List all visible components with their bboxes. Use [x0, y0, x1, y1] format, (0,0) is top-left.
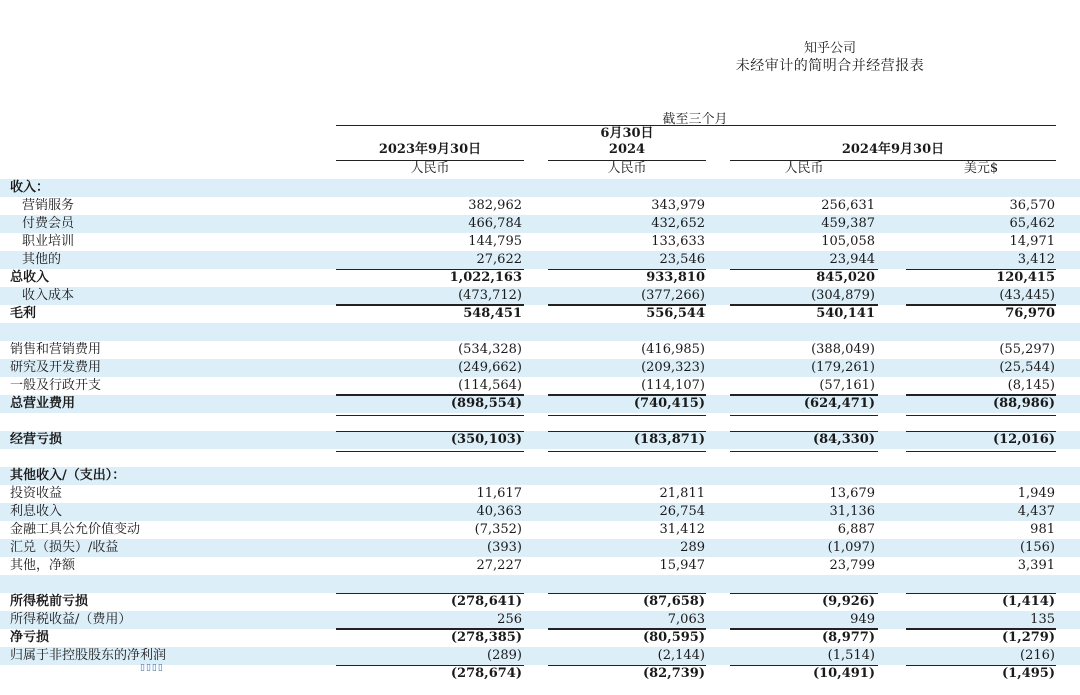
row-value-col3: 256,631	[821, 198, 875, 213]
row-value-col2: (114,107)	[641, 378, 705, 393]
table-row	[0, 179, 1080, 197]
row-value-col2: 7,063	[667, 612, 705, 627]
row-label: 营销服务	[22, 198, 75, 213]
row-value-col1: (114,564)	[458, 378, 522, 393]
row-value-col3: (304,879)	[811, 288, 875, 303]
row-value-col3: 949	[850, 612, 875, 627]
row-value-col1: (278,385)	[450, 630, 522, 645]
row-value-col2: 15,947	[659, 558, 705, 573]
sum-rule	[906, 665, 1056, 666]
row-value-col4: 3,391	[1017, 558, 1055, 573]
row-value-col2: (2,144)	[657, 648, 705, 663]
footer-watermark-icon: ▯▯▯▯	[140, 663, 164, 673]
row-label: 其他，净额	[10, 558, 76, 573]
row-value-col3: 13,679	[829, 486, 875, 501]
row-value-col2: 432,652	[651, 216, 705, 231]
row-value-col1: (249,662)	[458, 360, 522, 375]
sum-rule	[548, 269, 706, 270]
row-value-col1: (278,674)	[450, 666, 522, 681]
sum-rule	[730, 305, 878, 306]
sum-rule	[730, 431, 878, 432]
sum-rule	[906, 629, 1056, 630]
period-heading: 截至三个月	[662, 112, 728, 127]
row-value-col3: 23,944	[829, 252, 875, 267]
row-label: 利息收入	[10, 504, 63, 519]
row-value-col4: 981	[1030, 522, 1055, 537]
row-label: 其他收入/（支出）：	[10, 468, 126, 483]
row-value-col4: 1,949	[1017, 486, 1055, 501]
row-label: 毛利	[10, 306, 37, 321]
row-value-col3: 459,387	[821, 216, 875, 231]
row-value-col1: (289)	[487, 648, 522, 663]
row-value-col3: 23,799	[829, 558, 875, 573]
sum-rule	[730, 665, 878, 666]
col1-date: 2023年9月30日	[378, 142, 482, 157]
table-row	[0, 305, 1080, 323]
row-value-col4: 65,462	[1009, 216, 1055, 231]
row-label: 付费会员	[22, 216, 75, 231]
table-row	[0, 341, 1080, 359]
row-value-col1: (534,328)	[458, 342, 522, 357]
col2-date-line1: 6月30日	[600, 126, 654, 141]
table-row	[0, 233, 1080, 251]
table-row	[0, 377, 1080, 395]
sum-rule	[336, 593, 524, 594]
row-value-col3: (1,514)	[827, 648, 875, 663]
row-value-col4: 76,970	[1005, 306, 1055, 321]
sum-rule	[336, 629, 524, 630]
row-value-col4: (1,495)	[1001, 666, 1055, 681]
row-value-col1: 256	[497, 612, 522, 627]
row-value-col2: (183,871)	[633, 432, 705, 447]
table-row	[0, 575, 1080, 593]
table-row	[0, 251, 1080, 269]
row-value-col4: 120,415	[996, 270, 1055, 285]
table-row	[0, 593, 1080, 611]
row-value-col1: (350,103)	[450, 432, 522, 447]
row-value-col4: (88,986)	[992, 396, 1055, 411]
row-value-col1: (393)	[487, 540, 522, 555]
row-value-col1: (7,352)	[474, 522, 522, 537]
sum-rule	[906, 431, 1056, 432]
row-value-col4: 3,412	[1017, 252, 1055, 267]
row-value-col4: (25,544)	[999, 360, 1055, 375]
sum-rule	[336, 665, 524, 666]
row-value-col2: 289	[680, 540, 705, 555]
col2-currency: 人民币	[607, 161, 647, 176]
table-row	[0, 449, 1080, 467]
sum-rule	[730, 269, 878, 270]
row-value-col4: (8,145)	[1007, 378, 1055, 393]
row-value-col3: (179,261)	[811, 360, 875, 375]
sum-rule	[548, 431, 706, 432]
sum-rule	[548, 593, 706, 594]
row-label: 经营亏损	[10, 432, 63, 447]
table-row	[0, 539, 1080, 557]
row-value-col1: (278,641)	[450, 594, 522, 609]
row-label: 总营业费用	[10, 396, 76, 411]
row-value-col1: 40,363	[476, 504, 522, 519]
table-row	[0, 467, 1080, 485]
row-value-col1: 27,227	[476, 558, 522, 573]
table-row	[0, 611, 1080, 629]
row-label: 所得税收益/（费用）	[10, 612, 132, 627]
row-label: 研究及开发费用	[10, 360, 102, 375]
company-name: 知乎公司	[803, 41, 856, 56]
row-value-col2: 31,412	[659, 522, 705, 537]
row-value-col3: (57,161)	[819, 378, 875, 393]
row-value-col3: 540,141	[816, 306, 875, 321]
row-label: 归属于非控股股东的净利润	[10, 648, 167, 663]
row-value-col4: (43,445)	[999, 288, 1055, 303]
row-value-col4: 4,437	[1017, 504, 1055, 519]
statement-table	[0, 179, 1080, 683]
table-row	[0, 215, 1080, 233]
row-value-col3: (9,926)	[821, 594, 875, 609]
row-value-col3: (8,977)	[821, 630, 875, 645]
row-label: 汇兑（损失）/收益	[10, 540, 119, 555]
table-row	[0, 287, 1080, 305]
sum-rule	[336, 269, 524, 270]
row-value-col2: (209,323)	[641, 360, 705, 375]
col4-currency: 美元$	[963, 161, 999, 176]
row-value-col2: 21,811	[659, 486, 705, 501]
row-label: 所得税前亏损	[10, 594, 89, 609]
table-row	[0, 413, 1080, 431]
row-value-col2: (740,415)	[633, 396, 705, 411]
row-value-col2: 133,633	[651, 234, 705, 249]
row-value-col4: (216)	[1020, 648, 1055, 663]
row-value-col3: 31,136	[829, 504, 875, 519]
row-value-col1: 27,622	[476, 252, 522, 267]
row-value-col2: (87,658)	[642, 594, 705, 609]
table-row	[0, 269, 1080, 287]
row-label: 职业培训	[22, 234, 75, 249]
row-value-col3: (84,330)	[812, 432, 875, 447]
row-value-col1: (473,712)	[458, 288, 522, 303]
row-label: 投资收益	[10, 486, 63, 501]
sum-rule	[548, 395, 706, 396]
row-label: 一般及行政开支	[10, 378, 102, 393]
table-row	[0, 323, 1080, 341]
row-value-col3: (624,471)	[803, 396, 875, 411]
table-row	[0, 521, 1080, 539]
table-row	[0, 359, 1080, 377]
row-value-col3: (388,049)	[811, 342, 875, 357]
row-value-col1: (898,554)	[450, 396, 522, 411]
row-label: 净亏损	[10, 630, 50, 645]
sum-rule	[906, 395, 1056, 396]
row-value-col2: 23,546	[659, 252, 705, 267]
table-row	[0, 503, 1080, 521]
row-value-col3: (1,097)	[827, 540, 875, 555]
row-value-col4: (1,414)	[1001, 594, 1055, 609]
sum-rule	[336, 305, 524, 306]
row-value-col3: 6,887	[837, 522, 875, 537]
table-row	[0, 431, 1080, 449]
row-value-col2: 343,979	[651, 198, 705, 213]
row-value-col1: 144,795	[468, 234, 522, 249]
sum-rule	[336, 395, 524, 396]
sum-rule	[906, 593, 1056, 594]
row-value-col1: 466,784	[468, 216, 522, 231]
row-value-col4: 135	[1030, 612, 1055, 627]
table-row	[0, 485, 1080, 503]
row-value-col4: 14,971	[1009, 234, 1055, 249]
statement-title: 未经审计的简明合并经营报表	[735, 58, 925, 74]
row-value-col1: 548,451	[463, 306, 522, 321]
row-value-col2: 26,754	[659, 504, 705, 519]
row-label: 收入：	[10, 180, 50, 195]
row-value-col2: 556,544	[646, 306, 705, 321]
sum-rule	[730, 593, 878, 594]
row-label: 销售和营销费用	[10, 342, 102, 357]
col3-date: 2024年9月30日	[841, 142, 945, 157]
sum-rule	[548, 305, 706, 306]
sum-rule	[548, 665, 706, 666]
sum-rule	[730, 629, 878, 630]
col1-currency: 人民币	[410, 161, 450, 176]
row-value-col2: (377,266)	[641, 288, 705, 303]
row-value-col4: 36,570	[1009, 198, 1055, 213]
row-value-col2: (416,985)	[641, 342, 705, 357]
row-value-col2: 933,810	[646, 270, 705, 285]
row-label: 金融工具公允价值变动	[10, 522, 141, 537]
sum-rule	[730, 395, 878, 396]
row-value-col2: (82,739)	[642, 666, 705, 681]
row-value-col1: 11,617	[476, 486, 522, 501]
sum-rule	[336, 431, 524, 432]
row-label: 其他的	[22, 252, 62, 267]
row-value-col1: 382,962	[468, 198, 522, 213]
row-value-col2: (80,595)	[642, 630, 705, 645]
row-value-col3: 105,058	[821, 234, 875, 249]
row-value-col4: (55,297)	[999, 342, 1055, 357]
row-value-col4: (156)	[1020, 540, 1055, 555]
row-value-col1: 1,022,163	[449, 270, 522, 285]
sum-rule	[906, 305, 1056, 306]
sum-rule	[906, 269, 1056, 270]
sum-rule	[548, 629, 706, 630]
row-value-col4: (12,016)	[992, 432, 1055, 447]
col3-currency: 人民币	[784, 161, 824, 176]
row-value-col3: 845,020	[816, 270, 875, 285]
row-value-col3: (10,491)	[812, 666, 875, 681]
table-row	[0, 197, 1080, 215]
row-value-col4: (1,279)	[1001, 630, 1055, 645]
row-label: 收入成本	[22, 288, 75, 303]
table-row	[0, 557, 1080, 575]
row-label: 总收入	[10, 270, 50, 285]
table-row	[0, 629, 1080, 647]
table-row	[0, 395, 1080, 413]
col2-date-line2: 2024	[608, 142, 646, 157]
